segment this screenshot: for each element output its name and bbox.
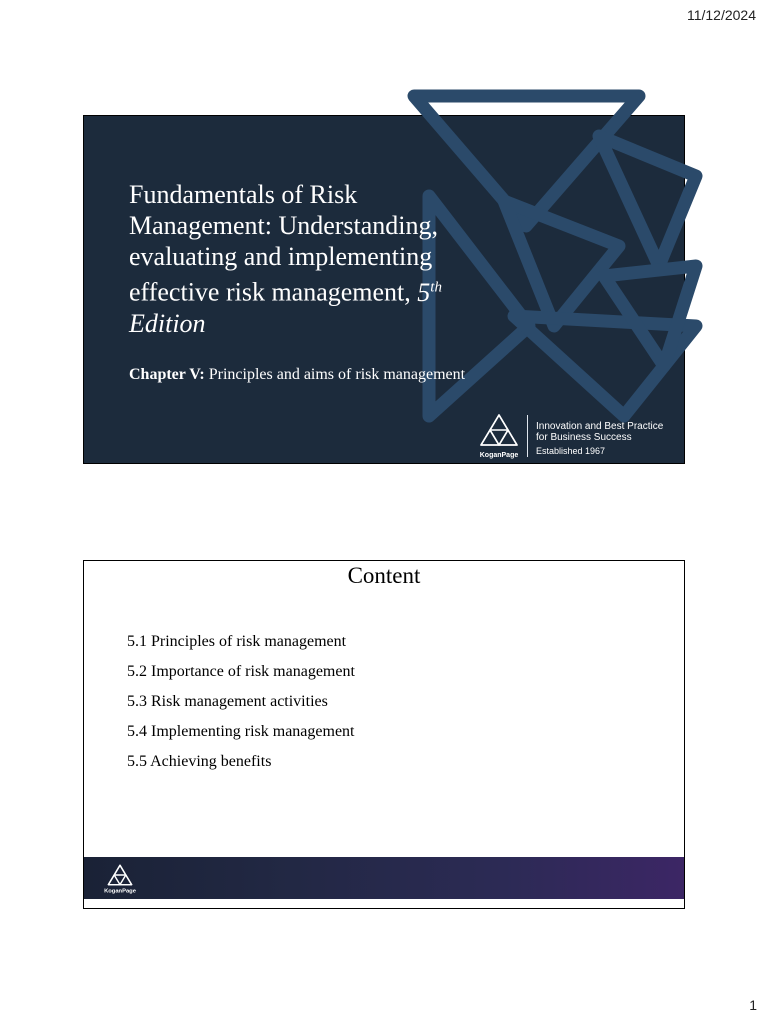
established-line: Established 1967 xyxy=(536,446,606,456)
presentation-title xyxy=(129,179,489,339)
contents-item: 5.1 Principles of risk management xyxy=(127,633,347,650)
contents-list xyxy=(127,632,355,782)
title-line: evaluating and implementing xyxy=(129,242,433,271)
contents-slide xyxy=(83,560,685,909)
contents-item: 5.3 Risk management activities xyxy=(127,693,328,710)
title-slide xyxy=(83,115,685,464)
footer-bar xyxy=(84,857,684,899)
kogan-page-logo xyxy=(478,413,520,461)
title-line-text: effective risk management, xyxy=(129,277,418,307)
logo-text: KoganPage xyxy=(479,452,519,459)
kogan-page-logo xyxy=(106,864,134,895)
contents-item: 5.2 Importance of risk management xyxy=(127,663,355,680)
chapter-text: Principles and aims of risk management xyxy=(204,366,466,383)
logo-text: KoganPage xyxy=(104,888,136,895)
chapter-label: Chapter V: xyxy=(129,366,205,383)
logo-divider xyxy=(527,415,528,457)
title-line: Fundamentals of Risk xyxy=(129,180,358,209)
title-line xyxy=(129,308,489,339)
chapter-subtitle xyxy=(129,366,465,384)
publisher-tagline xyxy=(536,421,663,457)
edition-suffix: th xyxy=(430,279,442,295)
print-date: 11/12/2024 xyxy=(686,7,756,23)
page-number: 1 xyxy=(749,997,757,1013)
title-line: Management: Understanding, xyxy=(129,211,439,240)
edition-word: Edition xyxy=(129,308,206,338)
contents-title: Content xyxy=(347,563,421,588)
contents-item: 5.4 Implementing risk management xyxy=(127,723,355,740)
contents-item: 5.5 Achieving benefits xyxy=(127,753,272,770)
title-line xyxy=(129,272,489,308)
edition-number: 5 xyxy=(417,277,431,307)
tagline-line: Innovation and Best Practice xyxy=(536,421,664,432)
tagline-line: for Business Success xyxy=(536,432,632,443)
